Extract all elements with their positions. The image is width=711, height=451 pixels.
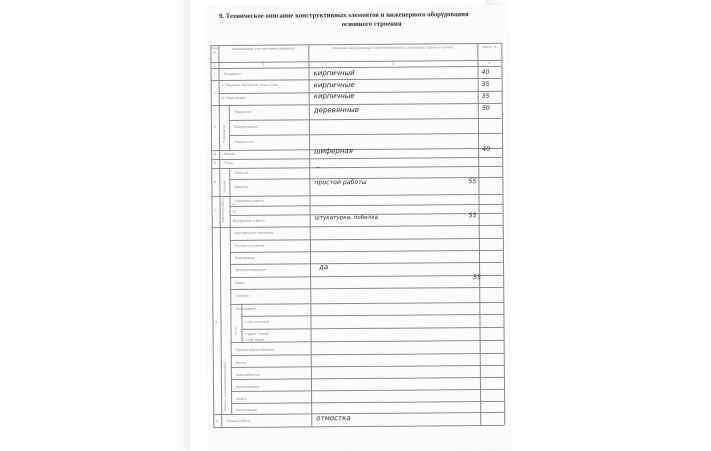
scanner-background-right: [486, 0, 711, 450]
value-misc: отмостка: [316, 414, 351, 423]
title-line-1: 9. Техническое описание конструктивных элементов и инженерного оборудования: [219, 11, 469, 21]
document-sheet: [205, 5, 510, 451]
row-number: 1: [213, 72, 216, 77]
row-line: [242, 327, 504, 330]
row-number: 7: [214, 209, 217, 214]
row-label-foundation: Фундамент: [223, 71, 242, 77]
value-electricity: да: [319, 263, 329, 272]
row-number: 4: [214, 152, 217, 157]
wear-doors: 55: [468, 178, 477, 186]
row-label-sewerage: Канализация: [236, 407, 257, 412]
row-label-television: Телевидение: [235, 306, 257, 311]
row-line: [211, 148, 502, 151]
row-line: [230, 275, 503, 278]
row-number: 5: [214, 161, 217, 166]
row-label-garbage: Мусоропровод: [235, 384, 260, 389]
row-line: [211, 78, 502, 81]
row-label-roof: Крыша: [224, 151, 236, 157]
row-label-misc: Разные работы: [226, 418, 251, 424]
row-label-stove-heating: Печное отопление: [234, 243, 265, 248]
title-line-2: основного строения: [341, 20, 402, 28]
header-wear: Износ, %: [482, 44, 497, 50]
row-label-floor-basement: Подвальное: [234, 139, 254, 144]
header-name: Наименование конструктивных элементов: [231, 46, 295, 51]
row-label-telephone: Телефон: [235, 293, 250, 298]
wear-foundation: 40: [481, 68, 490, 77]
row-line: [230, 250, 503, 253]
row-line: [219, 91, 502, 94]
value-roof: шиферная: [314, 147, 353, 156]
engineering-group-divider: [230, 227, 232, 414]
row-line: [231, 365, 504, 368]
col-divider-desc: [477, 43, 481, 425]
row-line: [230, 302, 503, 305]
row-label-electricity: Электроосвещение: [235, 267, 266, 272]
wear-inner-finish: 55: [468, 212, 477, 220]
group-label-engineering: Электро - и сантехнические работы: [222, 361, 228, 412]
column-number: 2: [262, 62, 265, 67]
row-number: 6: [214, 180, 217, 185]
row-line: [229, 118, 502, 121]
row-line: [211, 194, 502, 197]
header-desc: Описание конструктивных элементов (материал, конструкция, отделка и прочее): [332, 45, 453, 51]
group-label-openings: Проемы: [222, 180, 227, 194]
row-line: [213, 412, 504, 415]
row-label-drains: Горячее водоснабжение: [235, 347, 274, 352]
value-partitions: кирпичные: [313, 92, 355, 101]
row-line: [230, 238, 503, 241]
technical-description-table: [205, 5, 510, 451]
row-label-floor-inter: Междуэтажное: [233, 124, 258, 129]
row-line: [231, 353, 504, 356]
row-number: 2: [213, 91, 216, 96]
table-border-left: [210, 45, 214, 427]
wear-floor-attic: 50: [481, 104, 490, 113]
column-number: 4: [488, 60, 491, 65]
scanner-background-left: [0, 0, 190, 450]
row-line: [241, 314, 503, 317]
value-foundation: кирпичный: [313, 69, 355, 78]
row-label-radio: Радио: [235, 280, 245, 285]
value-windows: –: [316, 163, 320, 172]
row-label-outer-finish-b: б): [232, 209, 236, 214]
row-line: [230, 262, 503, 265]
row-line: [231, 377, 504, 380]
row-line: [231, 389, 504, 392]
finishing-group-divider: [229, 196, 230, 227]
row-label-elevators: Лифты: [236, 396, 247, 401]
row-line: [211, 166, 502, 169]
row-label-outer-finish-a: а): [232, 201, 236, 206]
table-border-right: [501, 43, 505, 425]
row-label-floor-attic: Чердачное: [233, 109, 251, 114]
column-number: 1: [213, 63, 216, 68]
col-divider-name: [308, 44, 312, 426]
value-walls: кирпичные: [313, 81, 355, 90]
row-number: 8: [215, 320, 218, 325]
row-label-bath: Ванны: [235, 360, 247, 365]
value-floor-attic: деревянные: [313, 105, 360, 115]
row-label-boiler: с газ. колонкой: [245, 319, 269, 324]
row-number: 3: [213, 125, 216, 130]
row-line: [231, 401, 504, 404]
floors-group-divider: [229, 105, 230, 150]
row-label-outer-finish: Наружная отделка: [234, 198, 264, 203]
group-label-floors: Перекрытия: [221, 124, 227, 144]
row-label-gas: Газоснабжение: [235, 372, 260, 377]
row-label-water-supply: Водопровод: [234, 255, 255, 260]
openings-group-divider: [229, 168, 230, 196]
row-label-firebox: с дров. топкой: [245, 331, 269, 336]
wear-partitions: 35: [481, 92, 490, 101]
row-label-partitions: б. Перегородки: [221, 95, 246, 101]
row-label-inner-finish: Внутренняя отделка: [232, 218, 265, 223]
row-label-central-heating: Центральное отопление: [234, 230, 274, 235]
wear-radio: 55: [473, 274, 482, 282]
group-label-heating: Отопл.: [233, 326, 238, 335]
row-line: [212, 225, 503, 228]
row-line: [230, 201, 503, 207]
row-label-walls: а. Наружные, внутренние, капит. стены: [221, 82, 279, 88]
wear-roof: 40: [482, 145, 491, 154]
col-divider-num: [218, 45, 222, 427]
header-num: №№ п/п: [211, 46, 218, 54]
row-line: [229, 133, 502, 136]
row-number: 9: [216, 419, 219, 424]
row-line: [211, 157, 502, 160]
value-doors: простой работы: [314, 178, 367, 187]
row-label-floor: Полы: [224, 160, 233, 166]
row-label-hot-water: с гор. водой: [245, 337, 265, 342]
value-inner-finish: штукатурка, побелка: [314, 214, 379, 222]
wear-walls: 35: [481, 80, 490, 89]
group-label-finishing: Отделочные работы: [221, 197, 225, 224]
row-label-windows: Оконные: [234, 170, 249, 175]
table-border-bottom: [213, 425, 504, 428]
row-label-doors: Дверные: [234, 184, 249, 189]
row-line: [230, 287, 503, 290]
column-number: 3: [391, 61, 394, 66]
